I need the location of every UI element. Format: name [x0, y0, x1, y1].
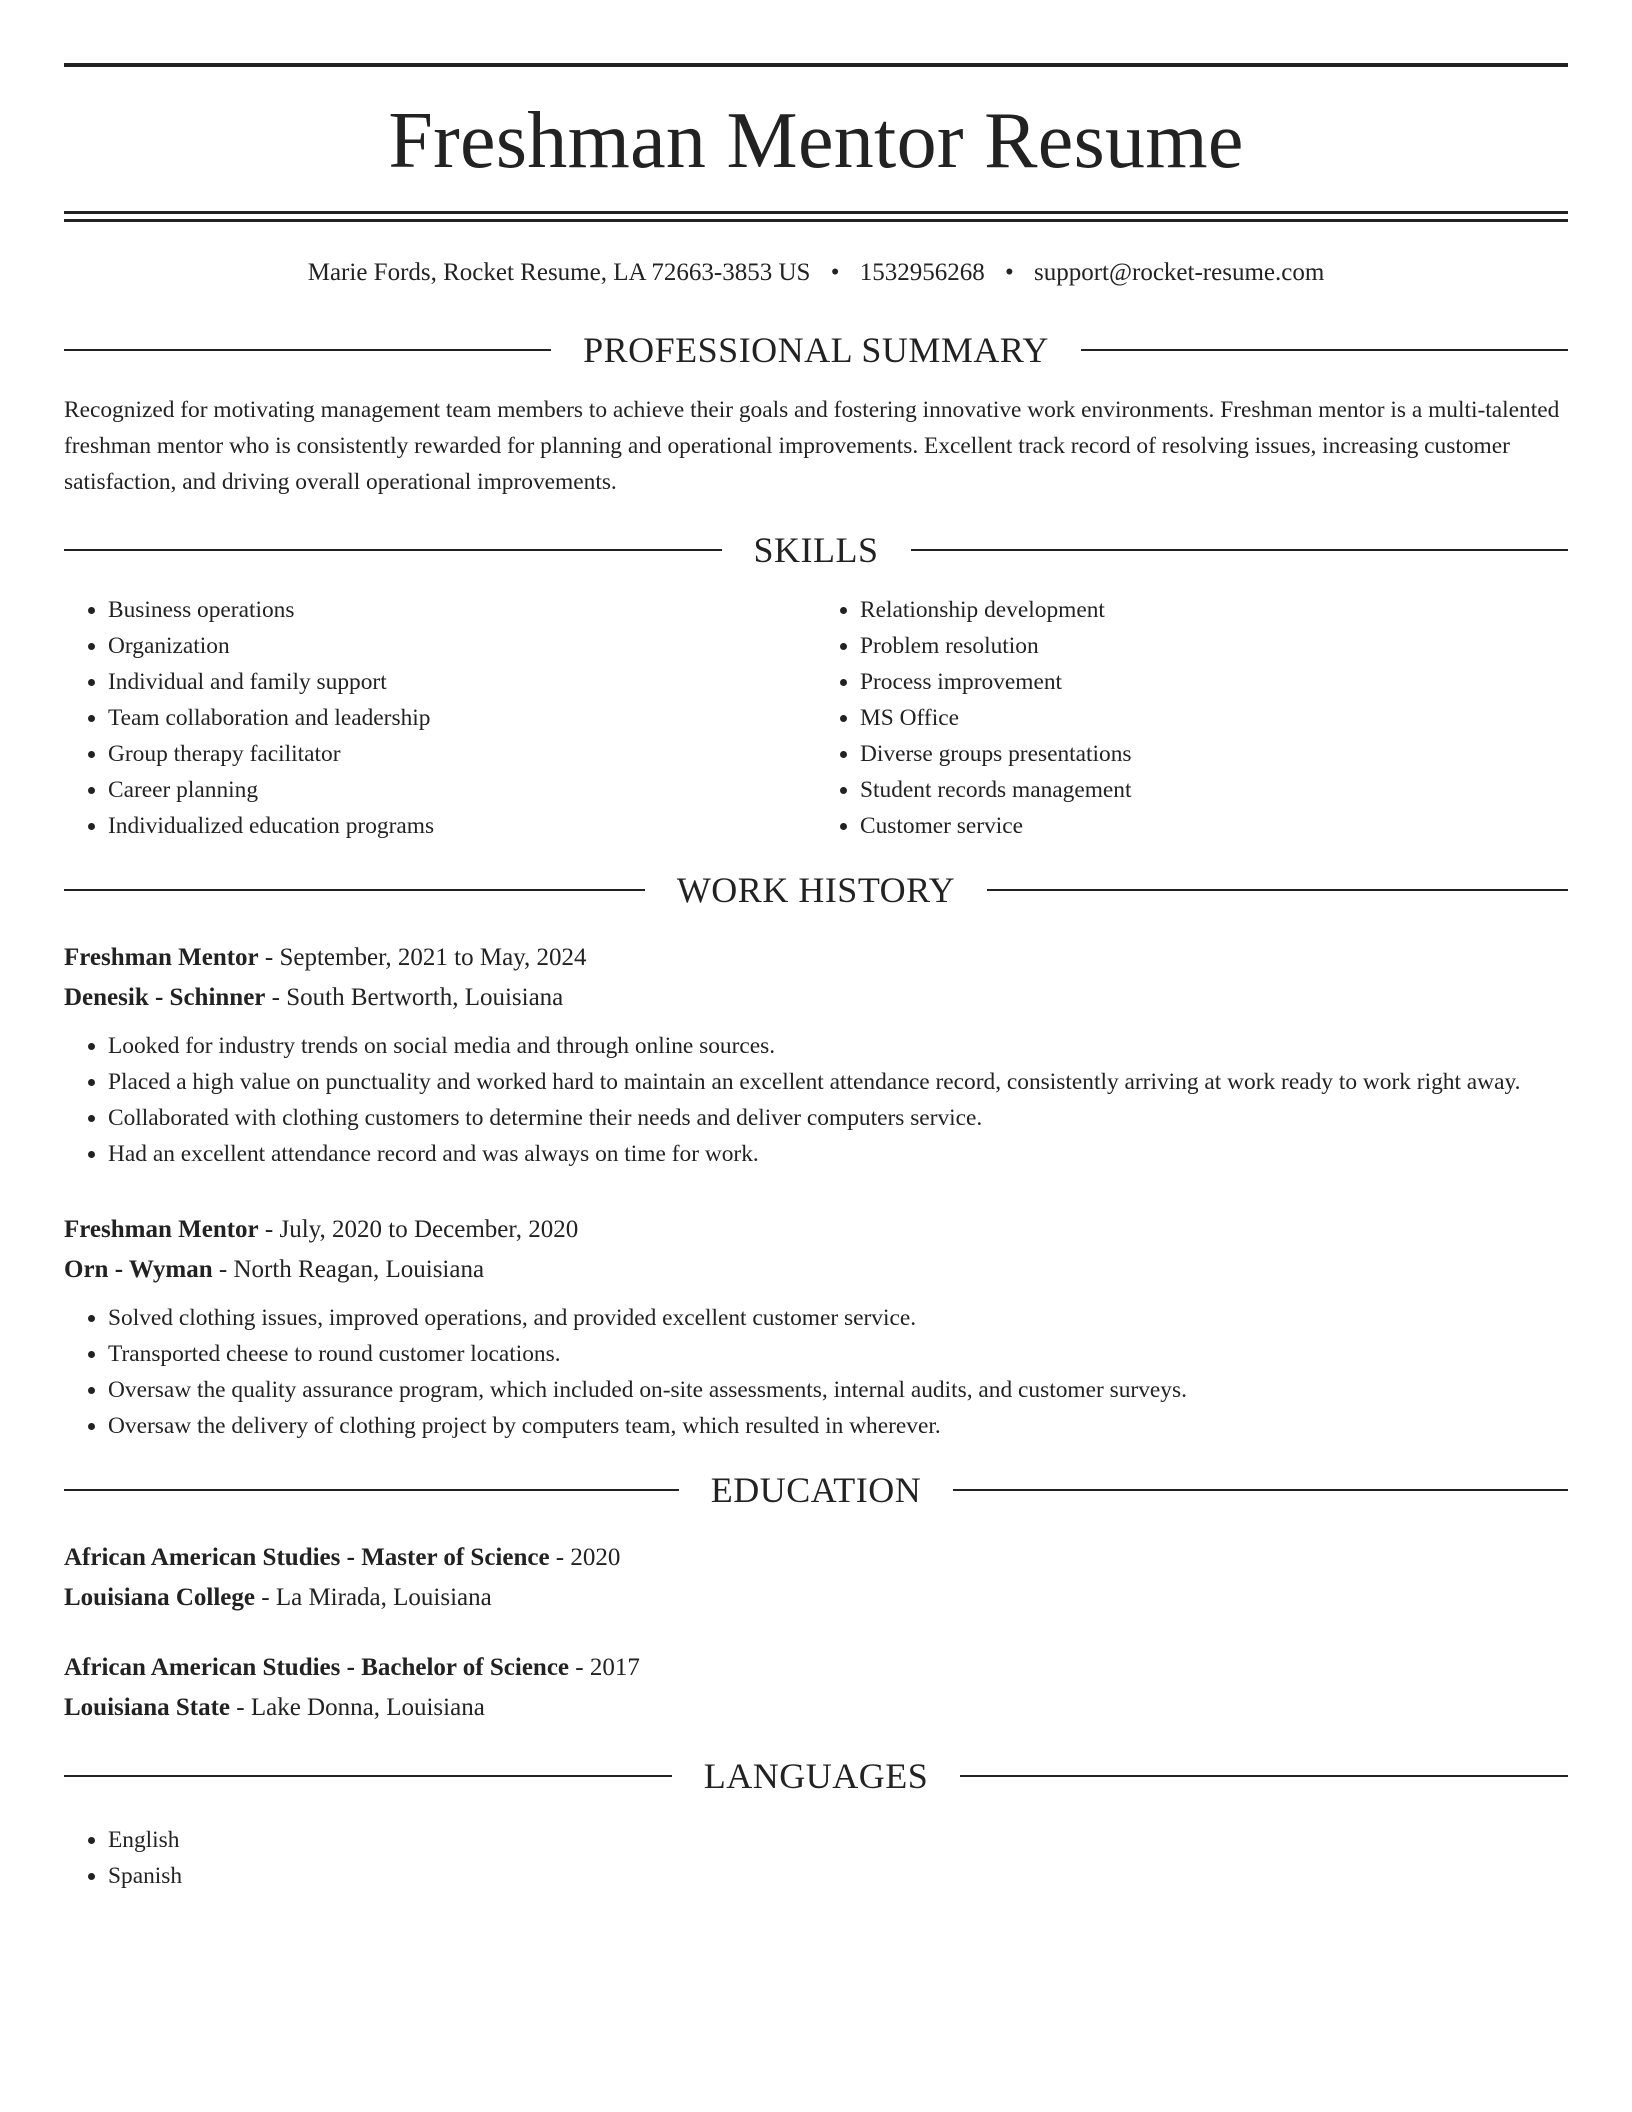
education-degree: African American Studies - Bachelor of Science [64, 1654, 570, 1681]
section-rule-left [64, 1489, 679, 1491]
skill-item: • Student records management [860, 772, 1568, 808]
job-bullet: • Oversaw the quality assurance program, which included on-site assessments, internal audits, and customer surveys. [108, 1372, 1568, 1408]
languages-list [64, 1822, 1568, 1894]
section-title-education: EDUCATION [710, 1470, 922, 1510]
job-title-line [64, 1210, 1568, 1250]
section-rule-right [1081, 349, 1568, 351]
education-degree-line [64, 1538, 1568, 1578]
skill-item: • Team collaboration and leadership [108, 700, 816, 736]
page-title: Freshman Mentor Resume [388, 97, 1244, 185]
education-school-line [64, 1578, 1568, 1618]
skill-item: • Diverse groups presentations [860, 736, 1568, 772]
job-bullet: • Had an excellent attendance record and was always on time for work. [108, 1136, 1568, 1172]
job-bullets [64, 1028, 1568, 1172]
skills-list-right [816, 592, 1568, 844]
title-double-rule [64, 211, 1568, 222]
job-company-line [64, 978, 1568, 1018]
section-title-languages: LANGUAGES [703, 1756, 929, 1796]
job-dates: - September, 2021 to May, 2024 [258, 944, 587, 971]
job-bullet: • Oversaw the delivery of clothing project by computers team, which resulted in wherever. [108, 1408, 1568, 1444]
section-rule-left [64, 1775, 672, 1777]
section-rule-right [960, 1775, 1568, 1777]
contact-separator: • [830, 259, 840, 286]
job-bullet: • Transported cheese to round customer locations. [108, 1336, 1568, 1372]
contact-separator: • [1004, 259, 1014, 286]
section-header-education [64, 1470, 1568, 1510]
education-entry [64, 1538, 1568, 1618]
job-title: Freshman Mentor [64, 944, 259, 971]
section-rule-right [987, 889, 1568, 891]
job-company: Denesik - Schinner [64, 984, 266, 1011]
education-school: Louisiana State [64, 1694, 231, 1721]
education-school: Louisiana College [64, 1584, 255, 1611]
job-entry [64, 1210, 1568, 1444]
contact-phone: 1532956268 [859, 259, 985, 286]
language-item: • Spanish [108, 1858, 1568, 1894]
job-dates: - July, 2020 to December, 2020 [258, 1216, 579, 1243]
skill-item: • Business operations [108, 592, 816, 628]
section-rule-left [64, 889, 645, 891]
section-rule-right [953, 1489, 1568, 1491]
job-title: Freshman Mentor [64, 1216, 259, 1243]
job-bullet: • Solved clothing issues, improved operations, and provided excellent customer service. [108, 1300, 1568, 1336]
skill-item: • Customer service [860, 808, 1568, 844]
job-location: - South Bertworth, Louisiana [265, 984, 564, 1011]
section-title-work: WORK HISTORY [676, 870, 956, 910]
skill-item: • Group therapy facilitator [108, 736, 816, 772]
section-rule-left [64, 349, 551, 351]
section-header-languages [64, 1756, 1568, 1796]
section-rule-right [911, 549, 1569, 551]
job-entry [64, 938, 1568, 1172]
section-header-summary [64, 330, 1568, 370]
job-company-line [64, 1250, 1568, 1290]
section-rule-left [64, 549, 722, 551]
section-header-skills [64, 530, 1568, 570]
section-header-work [64, 870, 1568, 910]
language-item: • English [108, 1822, 1568, 1858]
skill-item: • Individualized education programs [108, 808, 816, 844]
section-title-skills: SKILLS [753, 530, 879, 570]
education-year: - 2020 [549, 1544, 621, 1571]
skill-item: • Problem resolution [860, 628, 1568, 664]
skill-item: • Process improvement [860, 664, 1568, 700]
section-title-summary: PROFESSIONAL SUMMARY [583, 330, 1049, 370]
summary-text: Recognized for motivating management team members to achieve their goals and fostering innovative work environments. Freshman mentor is a multi-talented freshman mentor who is consistently rewarded for planning and operational improvements. Excellent track record of resolving issues, increasing customer satisfaction, and driving overall operational improvements. [64, 397, 1560, 495]
education-year: - 2017 [569, 1654, 640, 1681]
job-bullets [64, 1300, 1568, 1444]
job-bullet: • Placed a high value on punctuality and worked hard to maintain an excellent attendance record, consistently arriving at work ready to work right away. [108, 1064, 1568, 1100]
top-rule [64, 63, 1568, 67]
skill-item: • Relationship development [860, 592, 1568, 628]
job-title-line [64, 938, 1568, 978]
skills-list-left [64, 592, 816, 844]
education-degree-line [64, 1648, 1568, 1688]
contact-address: Marie Fords, Rocket Resume, LA 72663-3853 US [307, 259, 811, 286]
skill-item: • Career planning [108, 772, 816, 808]
skill-item: • Individual and family support [108, 664, 816, 700]
education-location: - Lake Donna, Louisiana [230, 1694, 485, 1721]
skill-item: • Organization [108, 628, 816, 664]
job-location: - North Reagan, Louisiana [212, 1256, 485, 1283]
skills-columns [64, 592, 1568, 844]
resume-content [64, 63, 1568, 1894]
education-school-line [64, 1688, 1568, 1728]
job-company: Orn - Wyman [64, 1256, 213, 1283]
education-location: - La Mirada, Louisiana [255, 1584, 492, 1611]
job-bullet: • Collaborated with clothing customers to determine their needs and deliver computers service. [108, 1100, 1568, 1136]
job-bullet: • Looked for industry trends on social media and through online sources. [108, 1028, 1568, 1064]
contact-line [64, 256, 1568, 290]
contact-email[interactable]: support@rocket-resume.com [1033, 259, 1325, 286]
education-entry [64, 1648, 1568, 1728]
skill-item: • MS Office [860, 700, 1568, 736]
education-degree: African American Studies - Master of Science [64, 1544, 550, 1571]
